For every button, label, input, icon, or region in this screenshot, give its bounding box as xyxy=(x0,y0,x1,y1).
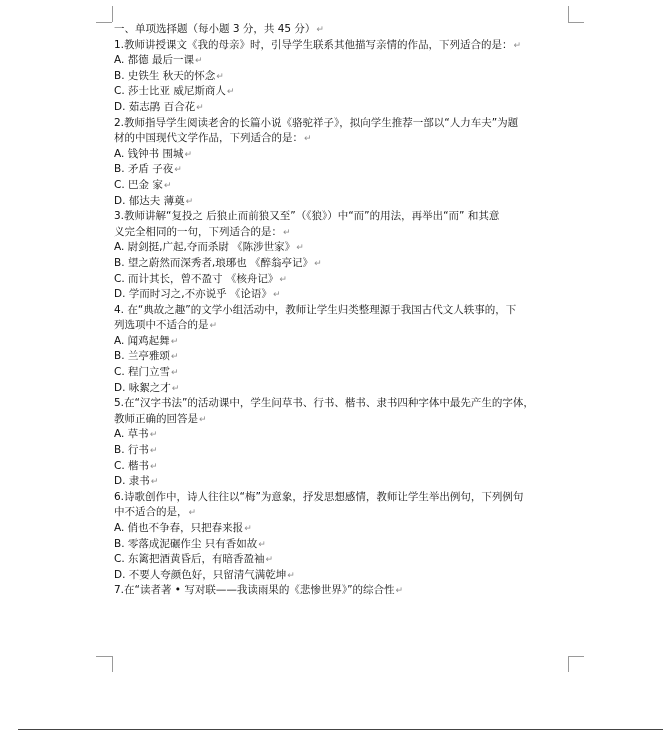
page-corner-mark-bottom-left-v xyxy=(112,656,113,672)
question-4-option-d: D. 咏絮之才↵ xyxy=(114,381,180,394)
paragraph-mark-icon: ↵ xyxy=(296,243,304,254)
paragraph-mark-icon: ↵ xyxy=(163,180,172,191)
paragraph-mark-icon: ↵ xyxy=(287,570,295,581)
question-2-option-b: B. 矛盾 子夜↵ xyxy=(114,163,182,176)
paragraph-mark-icon: ↵ xyxy=(272,290,281,301)
question-1-option-b: B. 史铁生 秋天的怀念↵ xyxy=(114,69,224,82)
paragraph-mark-icon: ↵ xyxy=(170,352,179,363)
question-1-option-a: A. 都德 最后一课↵ xyxy=(114,54,203,67)
question-3-stem-line-2: 义完全相同的一句，下列适合的是：↵ xyxy=(114,225,291,238)
paragraph-mark-icon: ↵ xyxy=(149,446,158,457)
question-3-option-d: D. 学而时习之,不亦说乎 《论语》↵ xyxy=(114,288,281,301)
paragraph-mark-icon: ↵ xyxy=(171,368,179,379)
question-4-stem-line-2: 列选项中不适合的是↵ xyxy=(114,319,218,332)
paragraph-mark-icon: ↵ xyxy=(170,336,179,347)
paragraph-mark-icon: ↵ xyxy=(196,102,204,113)
paragraph-mark-icon: ↵ xyxy=(174,165,182,176)
question-6-stem-line-1: 6.诗歌创作中，诗人往往以“梅”为意象，抒发思想感情，教师让学生举出例句，下列例句 xyxy=(114,490,524,503)
page-corner-mark-top-left-h xyxy=(96,22,112,23)
question-6-option-b: B. 零落成泥碾作尘 只有香如故↵ xyxy=(114,537,266,550)
paragraph-mark-icon: ↵ xyxy=(149,430,158,441)
question-2-option-c: C. 巴金 家↵ xyxy=(114,178,172,191)
question-5-option-a: A. 草书↵ xyxy=(114,428,158,441)
question-3-option-a: A. 尉剑挺,广起,夺而杀尉 《陈涉世家》↵ xyxy=(114,241,304,254)
page-corner-mark-bottom-right-h xyxy=(568,656,584,657)
paragraph-mark-icon: ↵ xyxy=(185,196,194,207)
paragraph-mark-icon: ↵ xyxy=(195,56,203,67)
paragraph-mark-icon: ↵ xyxy=(150,477,159,488)
question-2-option-d: D. 郁达夫 薄奠↵ xyxy=(114,194,194,207)
question-5-option-c: C. 楷书↵ xyxy=(114,459,158,472)
question-1-option-c: C. 莎士比亚 威尼斯商人↵ xyxy=(114,85,235,98)
question-5-stem-line-2: 教师正确的回答是↵ xyxy=(114,412,207,425)
question-2-option-a: A. 钱钟书 围城↵ xyxy=(114,147,193,160)
question-1-option-d: D. 茹志鹃 百合花↵ xyxy=(114,100,204,113)
page-corner-mark-top-right-v xyxy=(568,6,569,22)
question-5-option-b: B. 行书↵ xyxy=(114,444,158,457)
paragraph-mark-icon: ↵ xyxy=(265,555,274,566)
question-5-stem-line-1: 5.在“汉字书法”的活动课中，学生问草书、行书、楷书、隶书四种字体中最先产生的字体， xyxy=(114,397,534,410)
paragraph-mark-icon: ↵ xyxy=(314,258,322,269)
question-4-option-a: A. 闻鸡起舞↵ xyxy=(114,334,179,347)
paragraph-mark-icon: ↵ xyxy=(226,87,235,98)
question-6-option-c: C. 东篱把酒黄昏后，有暗香盈袖↵ xyxy=(114,553,274,566)
document-body xyxy=(114,22,574,599)
paragraph-mark-icon: ↵ xyxy=(304,134,312,145)
question-1-stem: 1.教师讲授课文《我的母亲》时，引导学生联系其他描写亲情的作品，下列适合的是：↵ xyxy=(114,38,522,51)
question-4-option-b: B. 兰亭雅颂↵ xyxy=(114,350,179,363)
paragraph-mark-icon: ↵ xyxy=(184,149,193,160)
question-7-stem-line-1: 7.在“读者著 • 写对联——我读雨果的《悲惨世界》”的综合性↵ xyxy=(114,584,404,597)
paragraph-mark-icon: ↵ xyxy=(316,25,324,35)
paragraph-mark-icon: ↵ xyxy=(283,227,291,238)
question-6-option-a: A. 俏也不争春，只把春来报↵ xyxy=(114,522,252,534)
question-3-stem-line-1: 3.教师讲解“复投之 后狼止而前狼又至”（《狼》）中“而”的用法，再举出“而” 和其意 xyxy=(114,210,500,223)
question-2-stem-line-2: 材的中国现代文学作品，下列适合的是：↵ xyxy=(114,132,312,145)
question-6-option-d: D. 不要人夸颜色好，只留清气满乾坤↵ xyxy=(114,568,295,581)
question-3-option-c: C. 而计其长，曾不盈寸 《核舟记》↵ xyxy=(114,272,287,285)
paragraph-mark-icon: ↵ xyxy=(513,40,522,51)
paragraph-mark-icon: ↵ xyxy=(279,274,287,285)
page-corner-mark-top-left-v xyxy=(112,6,113,22)
paragraph-mark-icon: ↵ xyxy=(244,524,252,534)
paragraph-mark-icon: ↵ xyxy=(171,383,180,394)
paragraph-mark-icon: ↵ xyxy=(216,71,224,82)
page-corner-mark-bottom-right-v xyxy=(568,656,569,672)
question-4-option-c: C. 程门立雪↵ xyxy=(114,366,179,379)
paragraph-mark-icon: ↵ xyxy=(395,586,404,597)
paragraph-mark-icon: ↵ xyxy=(258,539,266,550)
paragraph-mark-icon: ↵ xyxy=(209,321,218,332)
paragraph-mark-icon: ↵ xyxy=(188,508,197,519)
question-2-stem-line-1: 2.教师指导学生阅读老舍的长篇小说《骆驼祥子》，拟向学生推荐一部以“人力车夫”为题 xyxy=(114,116,519,129)
paragraph-mark-icon: ↵ xyxy=(150,461,158,472)
question-6-stem-line-2: 中不适合的是，↵ xyxy=(114,506,197,519)
question-3-option-b: B. 望之蔚然而深秀者,琅琊也 《醉翁亭记》↵ xyxy=(114,256,322,269)
page-corner-mark-bottom-left-h xyxy=(96,656,112,657)
paragraph-mark-icon: ↵ xyxy=(199,414,207,425)
page-bottom-rule xyxy=(18,729,663,730)
question-5-option-d: D. 隶书↵ xyxy=(114,475,159,488)
question-4-stem-line-1: 4. 在“典故之趣”的文学小组活动中，教师让学生归类整理源于我国古代文人轶事的，下 xyxy=(114,303,517,316)
section-heading: 一、单项选择题（每小题 3 分，共 45 分）↵ xyxy=(114,23,324,35)
